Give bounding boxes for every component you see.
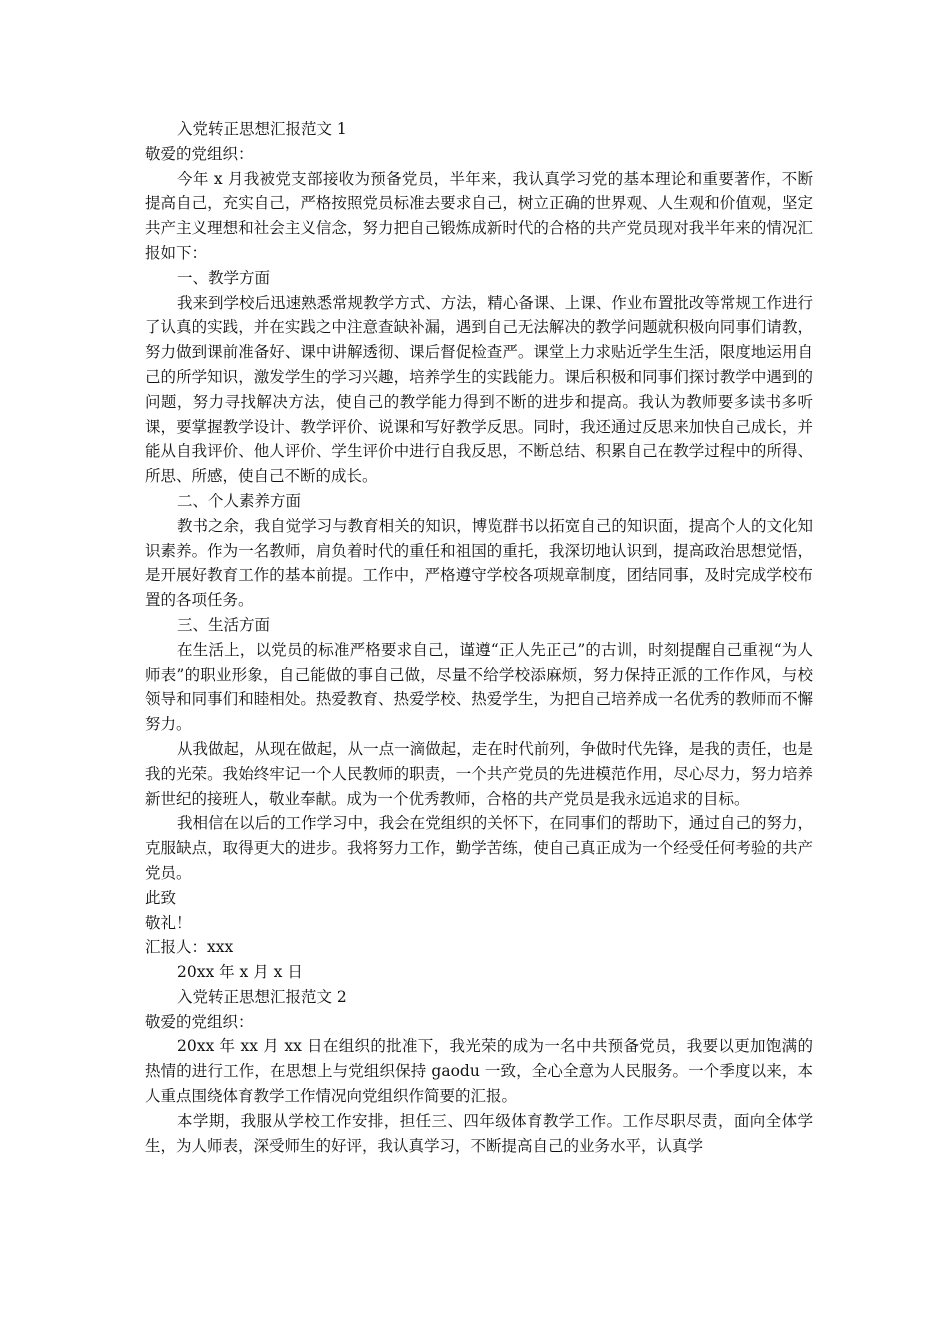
doc1-section3-paragraph: 在生活上，以党员的标准严格要求自己，谨遵“正人先正己”的古训，时刻提醒自己重视“为人师表”的职业形象，自己能做的事自己做，尽量不给学校添麻烦，努力保持正派的工作作风，与校领导和同事们和睦相处。热爱教育、热爱学校、热爱学生，为把自己培养成一名优秀的教师而不懈努力。 bbox=[145, 640, 813, 734]
doc1-closing-paragraph: 我相信在以后的工作学习中，我会在党组织的关怀下，在同事们的帮助下，通过自己的努力，克服缺点，取得更大的进步。我将努力工作，勤学苦练，使自己真正成为一个经受任何考验的共产党员。 bbox=[145, 814, 813, 882]
doc1-salutation: 敬爱的党组织： bbox=[145, 144, 254, 163]
doc1-responsibility-paragraph: 从我做起，从现在做起，从一点一滴做起，走在时代前列，争做时代先锋，是我的责任，也是我的光荣。我始终牢记一个人民教师的职责，一个共产党员的先进模范作用，尽心尽力，努力培养新世纪的接班人，敬业奉献。成为一个优秀教师，合格的共产党员是我永远追求的目标。 bbox=[145, 739, 813, 808]
doc1-section2-heading: 二、个人素养方面 bbox=[177, 491, 302, 510]
doc1-title: 入党转正思想汇报范文 1 bbox=[177, 120, 347, 138]
doc1-date: 20xx 年 x 月 x 日 bbox=[177, 963, 303, 982]
doc2-intro-paragraph: 20xx 年 xx 月 xx 日在组织的批准下，我光荣的成为一名中共预备党员，我要以更加饱满的热情的进行工作，在思想上与党组织保持 gaodu 一致，全心全意为人民服务。一个季度以来，本人重点围绕体育教学工作情况向党组织作简要的汇报。 bbox=[145, 1037, 813, 1106]
doc1-sign-off-line1: 此致 bbox=[145, 888, 177, 907]
doc1-section1-heading: 一、教学方面 bbox=[177, 268, 271, 287]
doc1-reporter: 汇报人：xxx bbox=[145, 938, 234, 957]
doc1-section3-heading: 三、生活方面 bbox=[177, 615, 271, 634]
document-page bbox=[145, 117, 813, 1158]
doc1-section2-paragraph: 教书之余，我自觉学习与教育相关的知识，博览群书以拓宽自己的知识面，提高个人的文化知识素养。作为一名教师，肩负着时代的重任和祖国的重托，我深切地认识到，提高政治思想觉悟，是开展好教育工作的基本前提。工作中，严格遵守学校各项规章制度，团结同事，及时完成学校布置的各项任务。 bbox=[145, 516, 813, 610]
doc1-sign-off-line2: 敬礼！ bbox=[145, 913, 192, 932]
doc2-title: 入党转正思想汇报范文 2 bbox=[177, 987, 347, 1006]
doc1-intro-paragraph: 今年 x 月我被党支部接收为预备党员，半年来，我认真学习党的基本理论和重要著作，不断提高自己，充实自己，严格按照党员标准去要求自己，树立正确的世界观、人生观和价值观，坚定共产主义理想和社会主义信念，努力把自己锻炼成新时代的合格的共产党员现对我半年来的情况汇报如下： bbox=[145, 169, 813, 262]
doc1-section1-paragraph: 我来到学校后迅速熟悉常规教学方式、方法，精心备课、上课、作业布置批改等常规工作进行了认真的实践，并在实践之中注意查缺补漏，遇到自己无法解决的教学问题就积极向同事们请教，努力做到课前准备好、课中讲解透彻、课后督促检查严。课堂上力求贴近学生生活，限度地运用自己的所学知识，激发学生的学习兴趣，培养学生的实践能力。课后积极和同事们探讨教学中遇到的问题，努力寻找解决方法，使自己的教学能力得到不断的进步和提高。我认为教师要多读书多听课，要掌握教学设计、教学评价、说课和写好教学反思。同时，我还通过反思来加快自己成长，并能从自我评价、他人评价、学生评价中进行自我反思，不断总结、积累自己在教学过程中的所得、所思、所感，使自己不断的成长。 bbox=[145, 293, 813, 486]
doc2-semester-paragraph: 本学期，我服从学校工作安排，担任三、四年级体育教学工作。工作尽职尽责，面向全体学生，为人师表，深受师生的好评，我认真学习，不断提高自己的业务水平，认真学 bbox=[145, 1111, 813, 1155]
doc2-salutation: 敬爱的党组织： bbox=[145, 1012, 254, 1031]
